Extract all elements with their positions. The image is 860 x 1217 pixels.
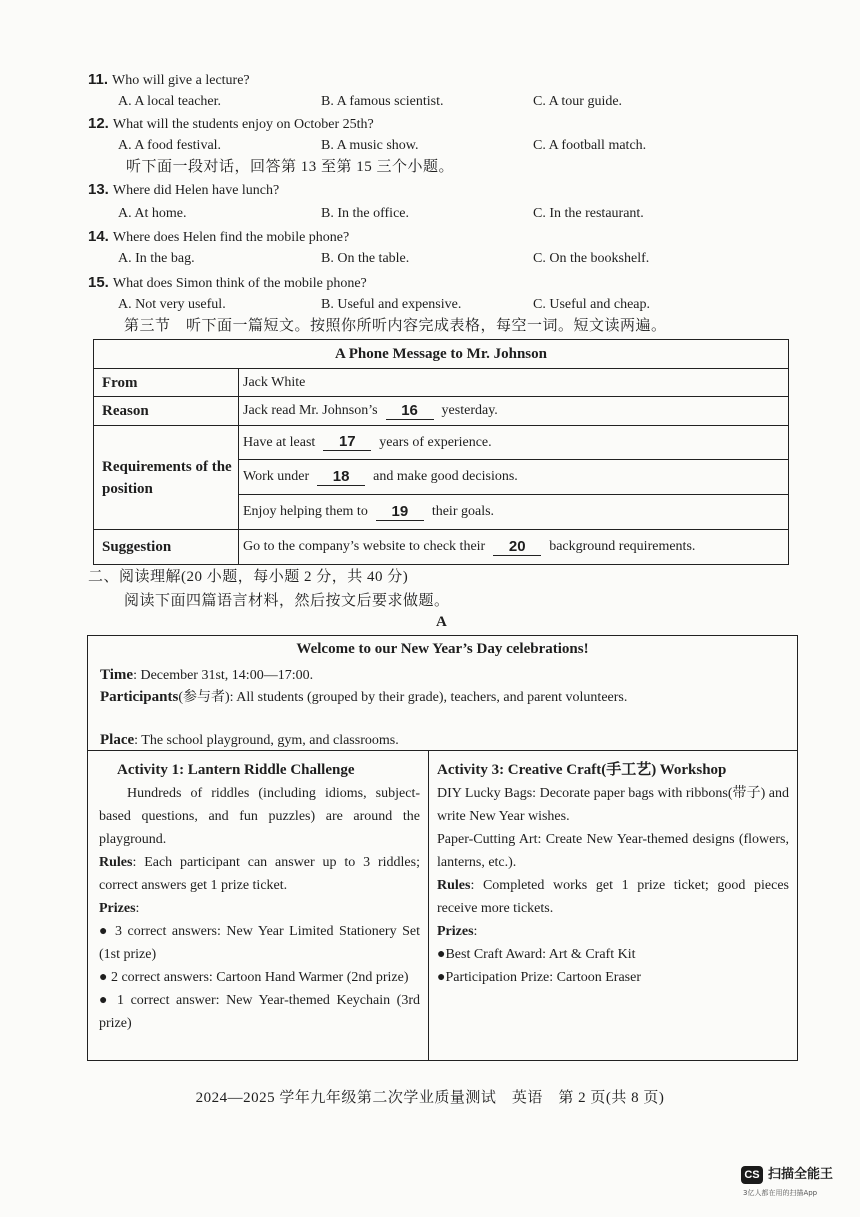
- question-14: [88, 228, 808, 247]
- question-text: Where did Helen have lunch?: [112, 183, 280, 198]
- option-c: C. In the restaurant.: [533, 206, 644, 221]
- activity-1: [88, 750, 429, 1060]
- requirement-3: [239, 494, 788, 529]
- prizes-colon: :: [135, 901, 140, 916]
- prizes-colon: :: [473, 924, 478, 939]
- rules-text: : Each participant can answer up to 3 riddles; correct answers get 1 prize ticket.: [99, 855, 420, 893]
- activity-1-prizes-heading: [99, 897, 420, 920]
- option-c: C. Useful and cheap.: [533, 297, 651, 312]
- page-footer: 2024—2025 学年九年级第二次学业质量测试 英语 第 2 页(共 8 页): [195, 1090, 665, 1106]
- row-value: [239, 397, 788, 425]
- rules-text: : Completed works get 1 prize ticket; good pieces receive more tickets.: [437, 878, 789, 916]
- requirement-1: [239, 426, 788, 459]
- question-text: What will the students enjoy on October 25th?: [112, 117, 374, 132]
- dialogue-instruction: 听下面一段对话，回答第 13 至第 15 三个小题。: [126, 159, 455, 175]
- event-place: [100, 731, 788, 750]
- activity-3-diy: DIY Lucky Bags: Decorate paper bags with ribbons(带子) and write New Year wishes.: [437, 786, 789, 824]
- text: their goals.: [431, 504, 495, 519]
- question-number: 14.: [88, 228, 109, 245]
- question-number: 12.: [88, 115, 109, 132]
- watermark-tagline: 3亿人都在用的扫描App: [743, 1189, 818, 1197]
- event-title: Welcome to our New Year’s Day celebrations!: [296, 641, 589, 657]
- place-label: Place: [100, 732, 135, 748]
- activity-3-title: Activity 3: Creative Craft(手工艺) Workshop: [437, 762, 727, 778]
- row-label: From: [94, 369, 239, 396]
- option-a: A. In the bag.: [118, 251, 195, 266]
- prize-item: ●Participation Prize: Cartoon Eraser: [437, 970, 642, 985]
- question-12: [88, 115, 808, 134]
- option-c: C. A football match.: [533, 138, 647, 153]
- blank-19[interactable]: 19: [376, 504, 424, 521]
- section3-instruction: 第三节 听下面一篇短文。按照你所听内容完成表格，每空一词。短文读两遍。: [124, 318, 667, 334]
- time-label: Time: [100, 667, 134, 683]
- participants-value: (参与者): All students (grouped by their grade), teachers, and parent volunteers.: [178, 690, 628, 705]
- row-value: [239, 530, 788, 564]
- option-b: B. On the table.: [321, 251, 410, 266]
- option-c: C. A tour guide.: [533, 94, 623, 109]
- activity-3: [429, 750, 797, 1060]
- passage-letter: A: [436, 614, 448, 630]
- text: years of experience.: [379, 434, 492, 450]
- blank-20[interactable]: 20: [493, 539, 541, 556]
- text: and make good decisions.: [373, 469, 518, 484]
- option-a: A. Not very useful.: [118, 297, 226, 312]
- prizes-label: Prizes: [99, 901, 136, 916]
- activity-1-intro: Hundreds of riddles (including idioms, subject-based questions, and fun puzzles) are around the playground.: [99, 786, 420, 847]
- prize-item: ● 1 correct answer: New Year-themed Keychain (3rd prize): [99, 993, 420, 1031]
- camscanner-logo-icon: CS: [741, 1166, 763, 1184]
- text: Work under: [243, 469, 310, 484]
- question-11: [88, 71, 808, 90]
- table-title: A Phone Message to Mr. Johnson: [94, 340, 788, 369]
- requirement-2: [239, 459, 788, 494]
- activity-3-rules: [437, 874, 789, 920]
- blank-18[interactable]: 18: [317, 469, 365, 486]
- text: background requirements.: [549, 539, 696, 554]
- question-13: [88, 181, 808, 200]
- event-time: [100, 664, 788, 687]
- row-value: Jack White: [243, 374, 306, 390]
- time-value: : December 31st, 14:00—17:00.: [133, 668, 314, 683]
- option-c: C. On the bookshelf.: [533, 251, 650, 266]
- activity-1-rules: [99, 851, 420, 897]
- part2-instruction: 阅读下面四篇语言材料，然后按文后要求做题。: [124, 593, 450, 609]
- prize-item: ● 3 correct answers: New Year Limited Stationery Set (1st prize): [99, 924, 420, 962]
- option-b: B. A music show.: [321, 138, 419, 153]
- passage-a-box: [87, 635, 798, 1061]
- row-label: Suggestion: [94, 530, 239, 564]
- prize-item: ●Best Craft Award: Art & Craft Kit: [437, 947, 636, 962]
- rules-label: Rules: [437, 878, 471, 893]
- option-a: A. A food festival.: [118, 138, 222, 153]
- text: Enjoy helping them to: [243, 504, 368, 519]
- option-a: A. At home.: [118, 206, 187, 221]
- watermark-name: 扫描全能王: [768, 1167, 834, 1182]
- text: Jack read Mr. Johnson’s: [243, 403, 378, 418]
- text: Have at least: [243, 434, 316, 450]
- text: yesterday.: [441, 403, 498, 418]
- participants-label: Participants: [100, 689, 179, 705]
- question-number: 13.: [88, 181, 109, 198]
- row-reason: [94, 397, 788, 426]
- prizes-label: Prizes: [437, 924, 474, 939]
- activity-1-title: Activity 1: Lantern Riddle Challenge: [117, 762, 355, 778]
- question-text: Who will give a lecture?: [112, 73, 250, 88]
- text: Go to the company’s website to check their: [243, 539, 486, 554]
- blank-17[interactable]: 17: [323, 434, 371, 451]
- question-number: 15.: [88, 274, 109, 291]
- row-requirements: [94, 426, 788, 530]
- row-label: Requirements of the position: [94, 426, 239, 529]
- question-number: 11.: [88, 71, 109, 88]
- part2-heading: 二、阅读理解(20 小题，每小题 2 分，共 40 分): [88, 569, 409, 585]
- option-b: B. Useful and expensive.: [321, 297, 462, 312]
- prize-item: ● 2 correct answers: Cartoon Hand Warmer (2nd prize): [99, 970, 409, 985]
- activity-3-paper-cutting: Paper-Cutting Art: Create New Year-themed designs (flowers, lanterns, etc.).: [437, 832, 789, 870]
- place-value: : The school playground, gym, and classrooms.: [134, 733, 399, 748]
- option-b: B. A famous scientist.: [321, 94, 444, 109]
- row-from: [94, 369, 788, 397]
- row-suggestion: [94, 530, 788, 564]
- row-label: Reason: [94, 397, 239, 425]
- blank-16[interactable]: 16: [386, 403, 434, 420]
- phone-message-table: [93, 339, 789, 565]
- question-text: Where does Helen find the mobile phone?: [112, 230, 350, 245]
- event-participants: [100, 686, 788, 709]
- question-text: What does Simon think of the mobile phone?: [112, 276, 367, 291]
- rules-label: Rules: [99, 855, 133, 870]
- question-15: [88, 274, 808, 293]
- event-info: [88, 636, 797, 751]
- activity-3-prizes-heading: [437, 920, 789, 943]
- option-a: A. A local teacher.: [118, 94, 222, 109]
- option-b: B. In the office.: [321, 206, 409, 221]
